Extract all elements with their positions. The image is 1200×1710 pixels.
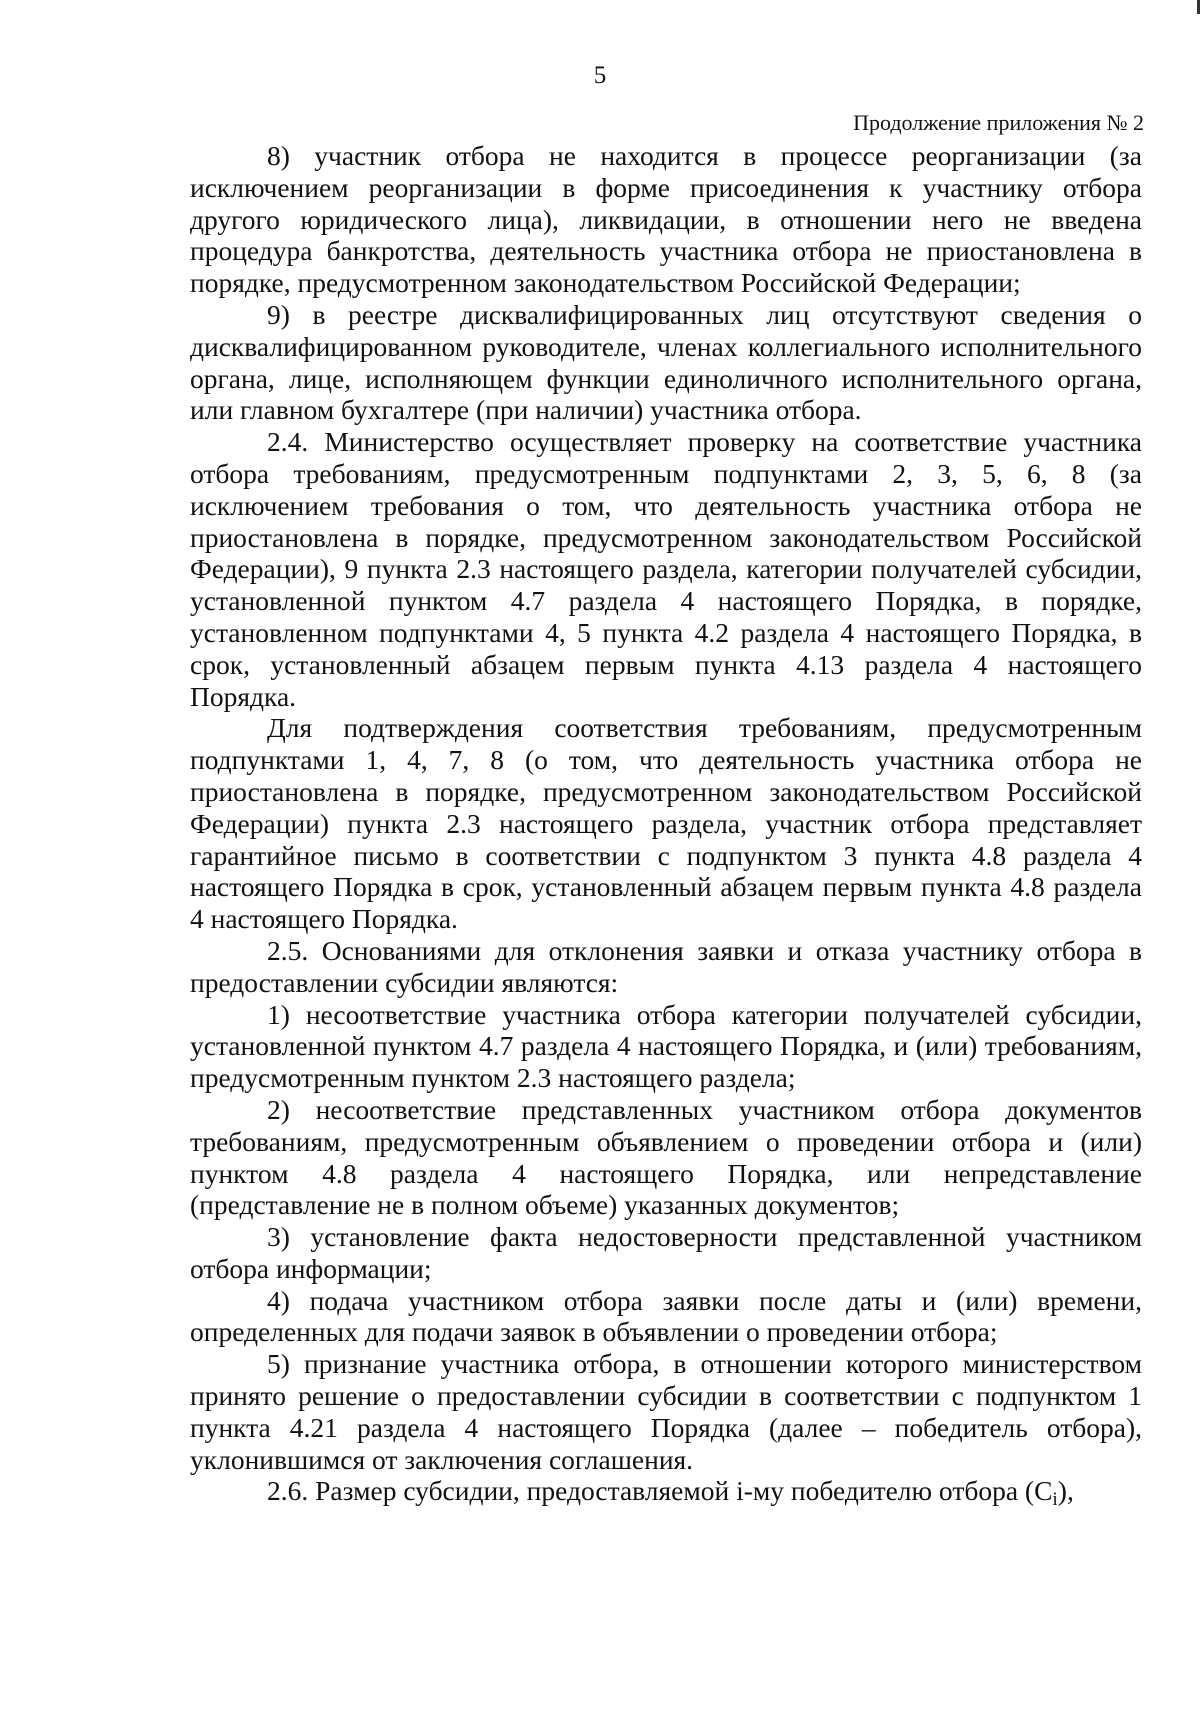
- paragraph-2-6: [190, 1475, 1142, 1516]
- paragraph-reason-2: 2) несоответствие представленных участником отбора документов требованиям, предусмотренным объявлением о проведении отбора и (или) пунктом 4.8 раздела 4 настоящего Порядка, или непредставление (представление не в полном объеме) указанных документов;: [190, 1093, 1142, 1221]
- paragraph-reason-4: 4) подача участником отбора заявки после даты и (или) времени, определенных для подачи заявок в объявлении о проведении отбора;: [190, 1284, 1142, 1348]
- subscript-i: i: [1052, 1489, 1058, 1511]
- appendix-continuation-label: Продолжение приложения № 2: [853, 110, 1144, 135]
- paragraph-2-6-tail: ),: [1057, 1475, 1074, 1507]
- paragraph-2-4: 2.4. Министерство осуществляет проверку на соответствие участника отбора требованиям, предусмотренным подпунктами 2, 3, 5, 6, 8 (за исключением требования о том, что деятельность участника отбора не приостановлена в порядке, предусмотренном законодательством Российской Федерации), 9 пункта 2.3 настоящего раздела, категории получателей субсидии, установленной пунктом 4.7 раздела 4 настоящего Порядка, в порядке, установленном подпунктами 4, 5 пункта 4.2 раздела 4 настоящего Порядка, в срок, установленный абзацем первым пункта 4.13 раздела 4 настоящего Порядка.: [190, 426, 1142, 712]
- paragraph-reason-1: 1) несоответствие участника отбора категории получателей субсидии, установленной пунктом 4.7 раздела 4 настоящего Порядка, и (или) требованиям, предусмотренным пунктом 2.3 настоящего раздела;: [190, 998, 1142, 1094]
- paragraph-reason-3: 3) установление факта недостоверности представленной участником отбора информации;: [190, 1221, 1142, 1284]
- paragraph-reason-5: 5) признание участника отбора, в отношении которого министерством принято решение о предоставлении субсидии в соответствии с подпунктом 1 пункта 4.21 раздела 4 настоящего Порядка (далее – победитель отбора), уклонившимся от заключения соглашения.: [190, 1348, 1142, 1475]
- paragraph-item-9: 9) в реестре дисквалифицированных лиц отсутствуют сведения о дисквалифицированном руководителе, членах коллегиального исполнительного органа, лице, исполняющем функции единоличного исполнительного органа, или главном бухгалтере (при наличии) участника отбора.: [190, 298, 1142, 426]
- page-number: 5: [593, 62, 607, 89]
- paragraph-2-5: 2.5. Основаниями для отклонения заявки и отказа участнику отбора в предоставлении субсидии являются:: [190, 934, 1142, 998]
- document-body: [190, 140, 1142, 1516]
- paragraph-item-8: 8) участник отбора не находится в процессе реорганизации (за исключением реорганизации в форме присоединения к участнику отбора другого юридического лица), ликвидации, в отношении него не введена процедура банкротства, деятельность участника отбора не приостановлена в порядке, предусмотренном законодательством Российской Федерации;: [190, 140, 1142, 299]
- paragraph-2-6-text: 2.6. Размер субсидии, предоставляемой i-му победителю отбора (C: [267, 1475, 1053, 1507]
- paragraph-confirmation: Для подтверждения соответствия требованиям, предусмотренным подпунктами 1, 4, 7, 8 (о том, что деятельность участника отбора не приостановлена в порядке, предусмотренном законодательством Российской Федерации) пункта 2.3 настоящего раздела, участник отбора представляет гарантийное письмо в соответствии с подпунктом 3 пункта 4.8 раздела 4 настоящего Порядка в срок, установленный абзацем первым пункта 4.8 раздела 4 настоящего Порядка.: [190, 712, 1142, 935]
